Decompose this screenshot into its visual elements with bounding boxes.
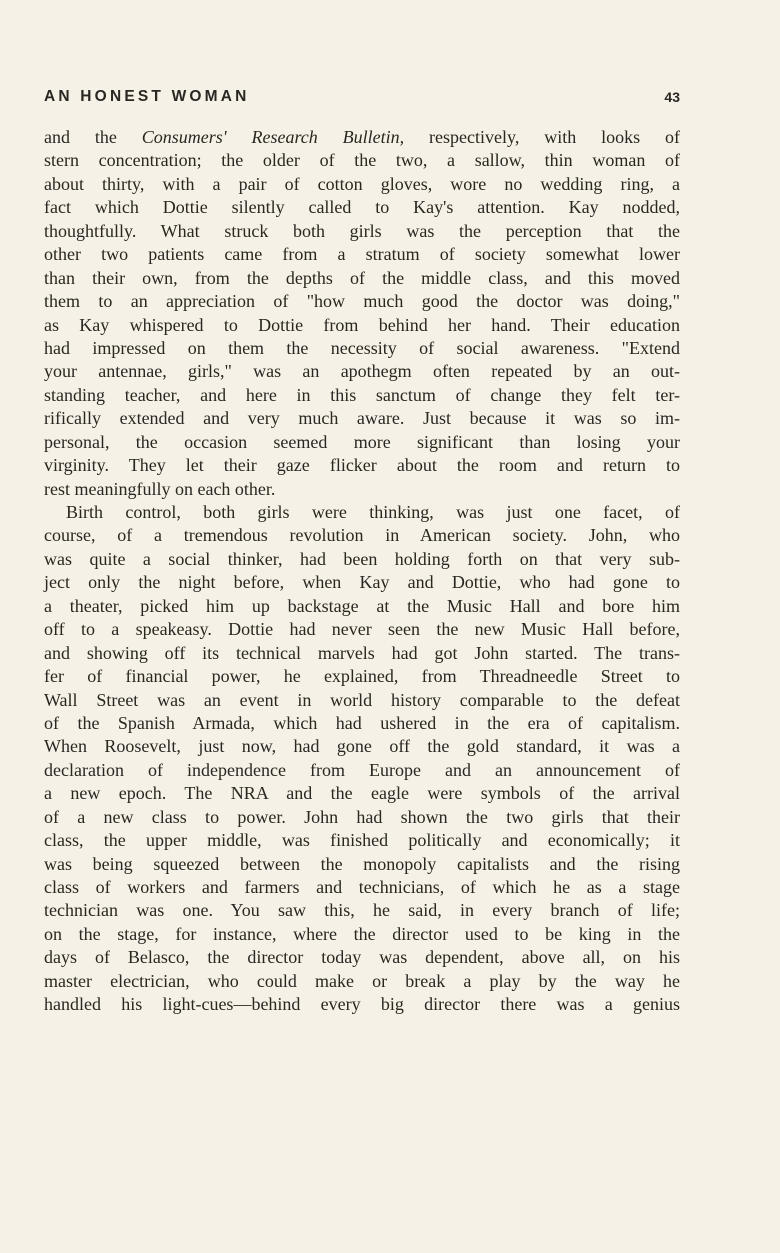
text-line: class of workers and farmers and technicians, of which he as a stage: [44, 877, 680, 897]
text-line: of the Spanish Armada, which had ushered in the era of capitalism.: [44, 712, 680, 733]
text-line: rest meaningfully on each other.: [44, 478, 276, 499]
text-line: days of Belasco, the director today was dependent, above all, on his: [44, 947, 680, 968]
text-line: fact which Dottie silently called to Kay's attention. Kay nodded,: [44, 197, 680, 218]
text-line: them to an appreciation of "how much good the doctor was doing,": [44, 291, 680, 312]
text-line: rifically extended and very much aware. Just because it was so im-: [44, 408, 680, 429]
text-line: and the Consumers' Research Bulletin, respectively, with looks of: [44, 127, 680, 147]
text-line: on the stage, for instance, where the director used to be king in the: [44, 923, 680, 944]
text-line: off to a speakeasy. Dottie had never seen the new Music Hall before,: [44, 619, 680, 640]
text-line: stern concentration; the older of the two, a sallow, thin woman of: [44, 150, 680, 171]
text-line: a theater, picked him up backstage at the Music Hall and bore him: [44, 595, 680, 616]
text-line: ject only the night before, when Kay and Dottie, who had gone to: [44, 572, 680, 593]
text-line: master electrician, who could make or break a play by the way he: [44, 970, 680, 991]
text-line: When Roosevelt, just now, had gone off the gold standard, it was a: [44, 736, 680, 757]
text-line: of a new class to power. John had shown the two girls that their: [44, 806, 680, 827]
text-line: as Kay whispered to Dottie from behind her hand. Their education: [44, 314, 680, 335]
text-line: had impressed on them the necessity of social awareness. "Extend: [44, 337, 680, 358]
text-line: Birth control, both girls were thinking, was just one facet, of: [66, 502, 680, 522]
text-line: class, the upper middle, was finished politically and economically; it: [44, 830, 680, 851]
text-line: fer of financial power, he explained, from Threadneedle Street to: [44, 666, 680, 687]
text-line: was being squeezed between the monopoly capitalists and the rising: [44, 853, 680, 874]
text-line: handled his light-cues—behind every big director there was a genius: [44, 994, 680, 1015]
text-line: standing teacher, and here in this sanctum of change they felt ter-: [44, 384, 680, 405]
page-number: 43: [664, 89, 680, 105]
body-text: [44, 126, 680, 1017]
text-line: other two patients came from a stratum of society somewhat lower: [44, 244, 680, 265]
text-line: virginity. They let their gaze flicker about the room and return to: [44, 455, 680, 476]
text-line: declaration of independence from Europe and an announcement of: [44, 759, 680, 780]
text-line: a new epoch. The NRA and the eagle were symbols of the arrival: [44, 783, 680, 804]
text-line: than their own, from the depths of the middle class, and this moved: [44, 267, 680, 288]
text-line: course, of a tremendous revolution in American society. John, who: [44, 525, 680, 546]
text-line: and showing off its technical marvels had got John started. The trans-: [44, 642, 680, 663]
periodical-title: Consumers' Research Bulletin,: [141, 127, 405, 147]
text-line: about thirty, with a pair of cotton gloves, wore no wedding ring, a: [44, 173, 680, 194]
running-title: AN HONEST WOMAN: [44, 88, 250, 105]
text-line: personal, the occasion seemed more significant than losing your: [44, 431, 680, 452]
text-line: technician was one. You saw this, he said, in every branch of life;: [44, 900, 680, 921]
text-line: thoughtfully. What struck both girls was the perception that the: [44, 220, 680, 241]
text-line: your antennae, girls," was an apothegm often repeated by an out-: [44, 361, 680, 382]
running-header: [44, 84, 680, 110]
text-line: Wall Street was an event in world history comparable to the defeat: [44, 689, 680, 710]
text-line: was quite a social thinker, had been holding forth on that very sub-: [44, 548, 680, 569]
